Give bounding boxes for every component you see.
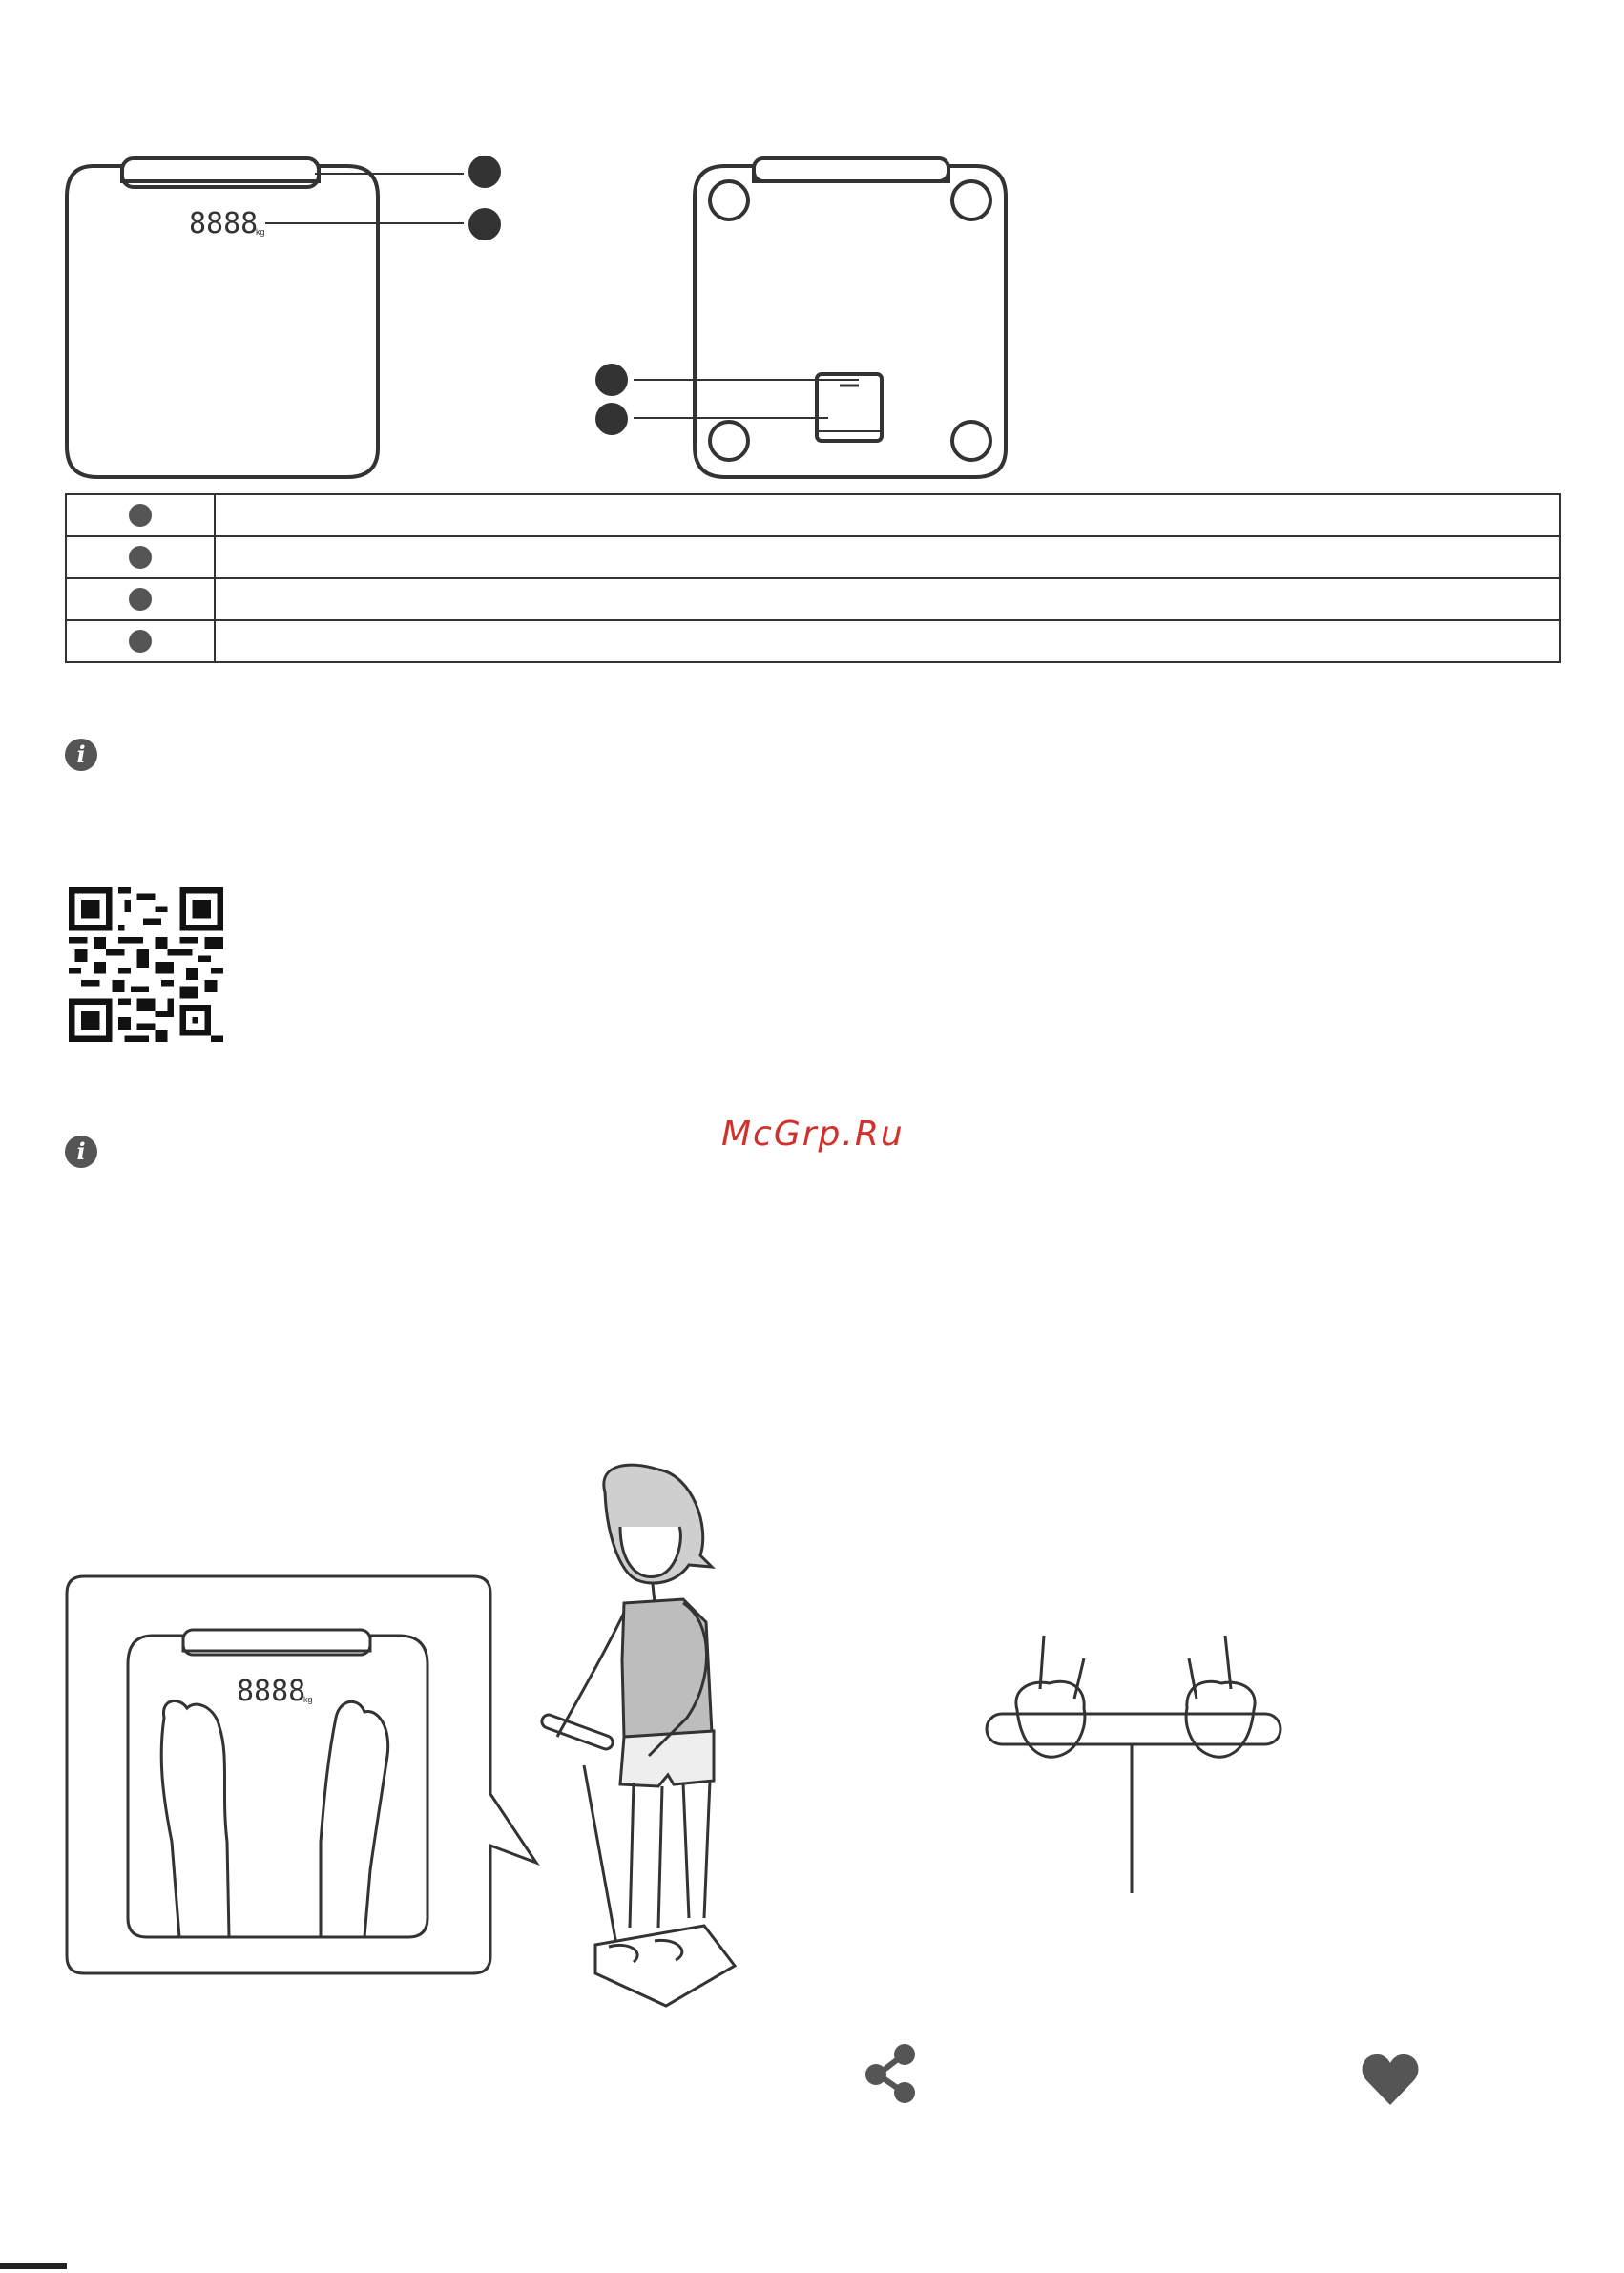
legend-marker	[129, 546, 152, 569]
legend-marker-cell	[66, 536, 215, 578]
footer-divider	[0, 2263, 67, 2269]
legend-marker-cell	[66, 494, 215, 536]
front-display-unit: kg	[256, 227, 265, 237]
callout-badge-1	[468, 156, 501, 188]
handle-grip-illustration	[987, 1636, 1280, 1893]
legend-marker-cell	[66, 620, 215, 662]
usage-display-readout: 8888	[237, 1675, 306, 1708]
heart-icon	[1361, 2052, 1420, 2107]
legend-description	[215, 578, 1560, 620]
callout-badge-2	[468, 208, 501, 240]
legend-marker	[129, 588, 152, 611]
legend-row	[66, 494, 1560, 536]
parts-legend-table	[65, 493, 1561, 663]
legend-description	[215, 536, 1560, 578]
watermark-text: McGrp.Ru	[721, 1115, 905, 1154]
legend-description	[215, 620, 1560, 662]
info-icon: i	[65, 1136, 97, 1168]
legend-marker-cell	[66, 578, 215, 620]
scale-back-view	[634, 158, 1006, 477]
callout-badge-3	[595, 364, 628, 396]
person-on-scale-figure	[540, 1465, 735, 2006]
legend-row	[66, 578, 1560, 620]
qr-code	[69, 887, 223, 1042]
legend-row	[66, 536, 1560, 578]
legend-description	[215, 494, 1560, 536]
usage-display-unit: kg	[303, 1695, 313, 1704]
scale-front-view	[67, 158, 464, 477]
legend-marker	[129, 504, 152, 527]
front-display-readout: 8888	[189, 207, 259, 240]
legend-marker	[129, 630, 152, 653]
usage-zoom-bubble	[67, 1576, 536, 1973]
share-icon	[863, 2042, 926, 2105]
legend-row	[66, 620, 1560, 662]
info-icon: i	[65, 739, 97, 771]
callout-badge-4	[595, 403, 628, 435]
